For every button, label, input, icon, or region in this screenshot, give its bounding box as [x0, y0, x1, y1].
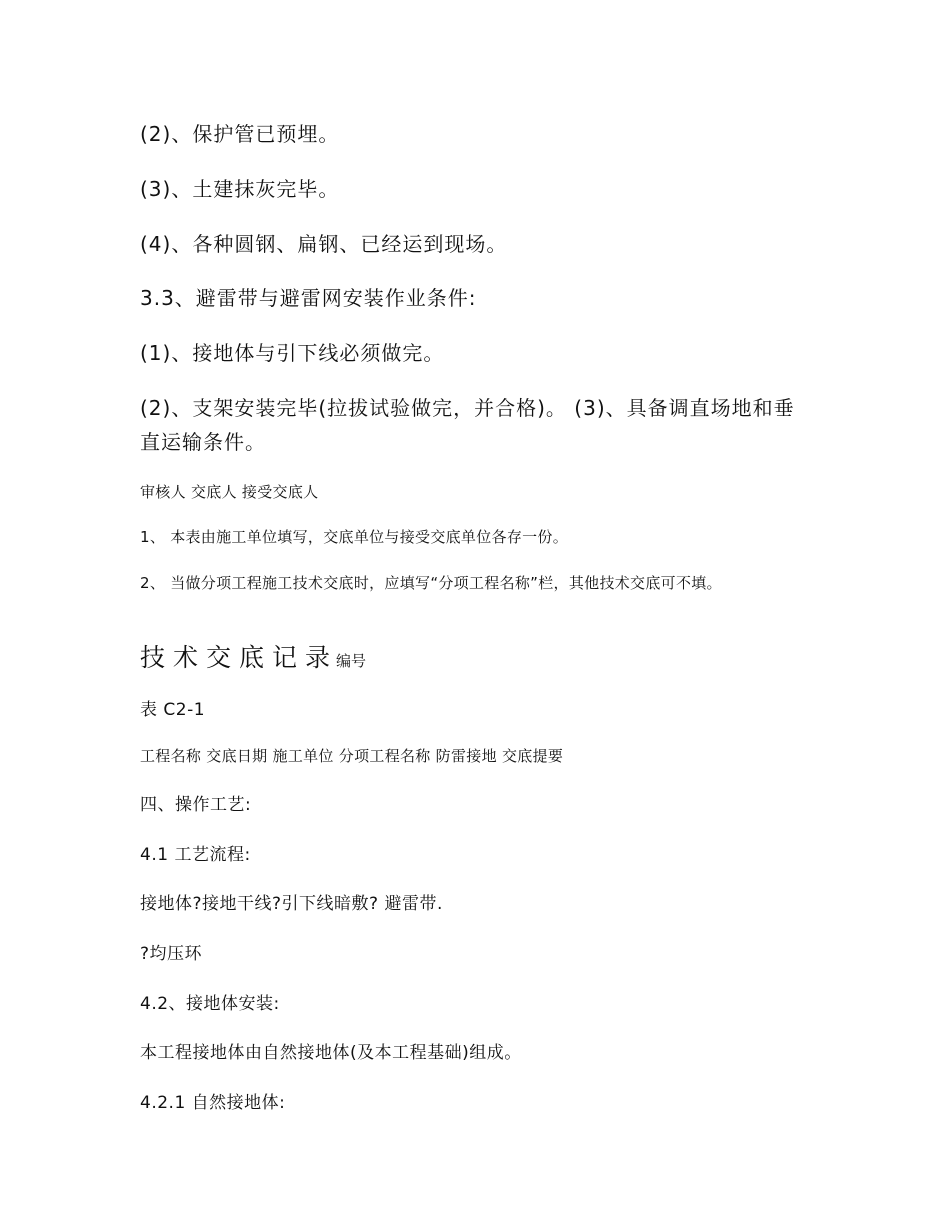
text-line: ?均压环: [140, 944, 203, 964]
text-line: (3)、土建抹灰完毕。: [140, 177, 340, 201]
text-line: 接地体?接地干线?引下线暗敷? 避雷带.: [140, 894, 443, 914]
footnote: 2、 当做分项工程施工技术交底时，应填写“分项工程名称”栏，其他技术交底可不填。: [140, 574, 722, 592]
text-line: (4)、各种圆钢、扁钢、已经运到现场。: [140, 232, 508, 256]
signers-line: 审核人 交底人 接受交底人: [140, 483, 319, 501]
text-line: (2)、保护管已预埋。: [140, 122, 340, 146]
document-title: [140, 645, 366, 670]
section-heading: 3.3、避雷带与避雷网安装作业条件:: [140, 286, 477, 310]
footnote: 1、 本表由施工单位填写，交底单位与接受交底单位各存一份。: [140, 528, 569, 546]
text-line: 本工程接地体由自然接地体(及本工程基础)组成。: [140, 1043, 522, 1063]
title-text: 技术交底记录: [140, 643, 339, 672]
subsection-heading: 4.1 工艺流程:: [140, 845, 251, 865]
section-heading: 四、操作工艺:: [140, 795, 252, 815]
form-fields: 工程名称 交底日期 施工单位 分项工程名称 防雷接地 交底提要: [140, 747, 564, 765]
number-label: 编号: [336, 652, 367, 670]
subsection-heading: 4.2、接地体安装:: [140, 994, 280, 1014]
form-number: 表 C2-1: [140, 700, 206, 720]
text-paragraph: (2)、支架安装完毕(拉拔试验做完，并合格)。 (3)、具备调直场地和垂直运输条件。: [140, 396, 795, 454]
subsection-heading: 4.2.1 自然接地体:: [140, 1093, 286, 1113]
text-line: (1)、接地体与引下线必须做完。: [140, 341, 445, 365]
